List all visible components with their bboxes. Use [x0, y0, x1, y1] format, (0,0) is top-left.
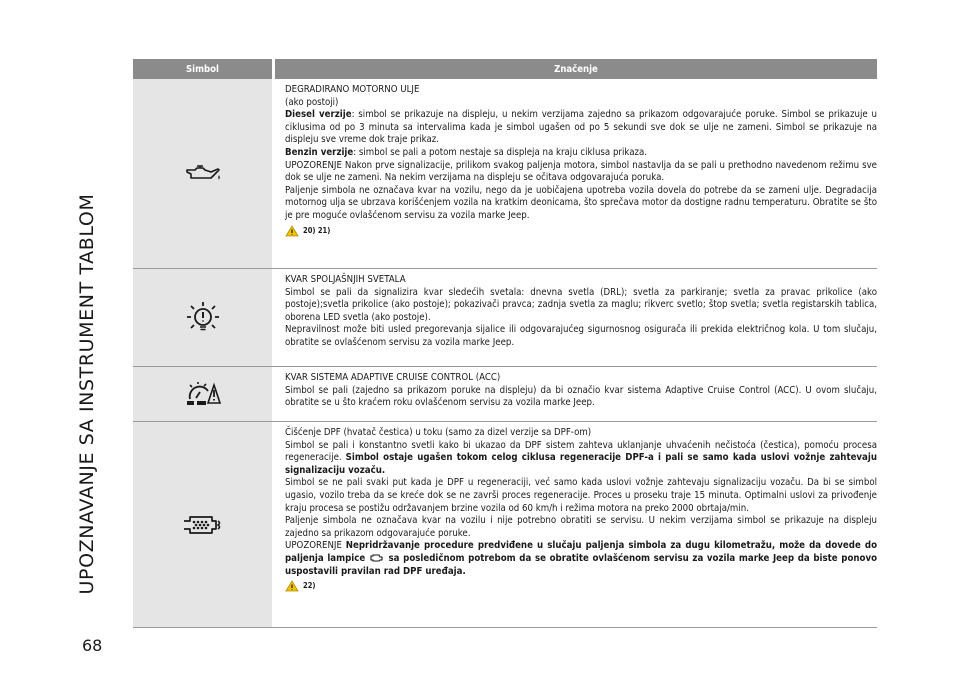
diesel-label: Diesel verzije	[285, 109, 352, 121]
note-text: Paljenje simbola ne označava kvar na vozilu, nego da je uobičajena upotreba vozila dovela do potrebe da se zameni ulje. Degradacija motornog ulja se ubrzava korišćenjem vozila na kratkim deonicama, što sprečava motor da dostigne radnu temperaturu. Obratite se što je pre moguće ovlašćenom servisu za vozila marke Jeep.	[285, 184, 877, 221]
warning-reference	[285, 580, 877, 593]
row-text: Simbol se pali i konstantno svetli kako bi ukazao da DPF sistem zahteva uklanjanje uhvaćenih nečistoća (čestica), pomoću procesa regeneracije.	[285, 439, 877, 464]
warning-text: Nepridržavanje procedure predviđene u slučaju paljenja simbola za dugu kilometražu, može da dovede do paljenja lampice	[285, 540, 877, 564]
chapter-title: UPOZNAVANJE SA INSTRUMENT TABLOM	[76, 193, 98, 595]
warning-reference	[285, 225, 877, 238]
row-title: DEGRADIRANO MOTORNO ULJE	[285, 84, 420, 95]
acc-fault-icon	[184, 381, 222, 407]
row-text: Simbol se pali da signalizira kvar sledećih svetala: dnevna svetla (DRL); svetla za parkiranje; svetla za pravac prikolice (ako postoje);svetla prikolice (ako postoje); pokazivači pravca; zadnja svetla za maglu; rikverc svetlo; štop svetla; svetla registarskih tablica, oborena LED svetla (ako postoje).	[285, 286, 877, 323]
row-text: Simbol se pali (zajedno sa prikazom poruke na displeju) da bi označio kvar sistema Adaptive Cruise Control (ACC). U ovom slučaju, obratite se u što kraćem roku ovlašćenom servisu za vozila marke Jeep.	[285, 384, 877, 409]
page-number: 68	[82, 636, 103, 655]
description-cell	[275, 422, 877, 627]
row-title: Čišćenje DPF (hvatač čestica) u toku (samo za dizel verzije sa DPF-om)	[285, 427, 592, 438]
table-row	[133, 422, 877, 628]
symbol-cell	[133, 269, 272, 366]
engine-check-icon	[369, 553, 385, 563]
description-cell	[275, 269, 877, 366]
symbol-cell	[133, 422, 272, 627]
exterior-light-fault-icon	[184, 299, 222, 337]
row-text: Nepravilnost može biti usled pregorevanja sijalice ili odgovarajućeg sigurnosnog osigurača ili prekida električnog kola. U tom slučaju, obratite se ovlašćenom servisu za vozila marke Jeep.	[285, 324, 877, 348]
warning-triangle-icon	[285, 580, 299, 592]
warning-triangle-icon	[285, 225, 299, 237]
row-title: KVAR SISTEMA ADAPTIVE CRUISE CONTROL (ACC)	[285, 372, 501, 383]
header-symbol: Simbol	[133, 59, 272, 79]
petrol-text: : simbol se pali a potom nestaje sa displeja na kraju ciklusa prikaza.	[353, 146, 648, 158]
table-row	[133, 269, 877, 367]
symbol-cell	[133, 367, 272, 421]
reference-numbers: 22)	[303, 581, 316, 591]
petrol-label: Benzin verzije	[285, 146, 354, 158]
description-cell	[275, 367, 877, 421]
row-title: KVAR SPOLJAŠNJIH SVETALA	[285, 274, 406, 285]
row-text-bold: Simbol ostaje ugašen tokom celog ciklusa regeneracije DPF-a i pali se samo kada uslovi vožnje zahtevaju signalizaciju vozaču.	[285, 452, 877, 476]
table-row	[133, 367, 877, 422]
diesel-text: : simbol se prikazuje na displeju, u nekim verzijama zajedno sa prikazom odgovarajuće poruke. Simbol se prikazuje u ciklusima od po 3 minuta sa intervalima kada je simbol ugašen od po 5 sekundi sve dok se ulje ne zameni. Simbol se prikazuje na displeju sve vreme dok traje prikaz.	[285, 109, 877, 146]
table-header	[133, 59, 877, 79]
symbol-cell	[133, 79, 272, 268]
warning-text: sa posledičnom potrebom da se obratite ovlašćenom servisu za vozila marke Jeep da biste ponovo uspostavili pravilan rad DPF uređaja.	[285, 552, 878, 577]
note-text: UPOZORENJE Nakon prve signalizacije, prilikom svakog paljenja motora, simbol nastavlja da se pali u prethodno navedenom režimu sve dok se ulje ne zameni. Na nekim verzijama na displeju se očitava odgovarajuća poruka.	[285, 159, 877, 184]
header-meaning: Značenje	[275, 59, 877, 79]
warning-prefix: UPOZORENJE	[285, 540, 346, 552]
description-cell	[275, 79, 877, 268]
oil-can-icon	[183, 163, 223, 185]
reference-numbers: 20) 21)	[303, 225, 331, 235]
dpf-icon	[182, 512, 224, 538]
row-text: Paljenje simbola ne označava kvar na vozilu i nije potrebno obratiti se servisu. U nekim verzijama simbol se prikazuje na displeju zajedno sa prikazom odgovarajuće poruke.	[285, 515, 877, 539]
row-text: Simbol se ne pali svaki put kada je DPF u regeneraciji, već samo kada uslovi vožnje zahtevaju signalizaciju vozaču. Da bi se simbol ugasio, vozilo treba da se kreće dok se ne završi proces regeneracije. Proces u proseku traje 15 minuta. Optimalni uslovi za privođenje kraju procesa se postižu održavanjem brzine vozila od 60 km/h i režima motora na preko 2000 obrtaja/min.	[285, 477, 877, 514]
symbol-table	[133, 59, 877, 628]
table-row	[133, 79, 877, 269]
row-subtitle: (ako postoji)	[285, 96, 339, 108]
